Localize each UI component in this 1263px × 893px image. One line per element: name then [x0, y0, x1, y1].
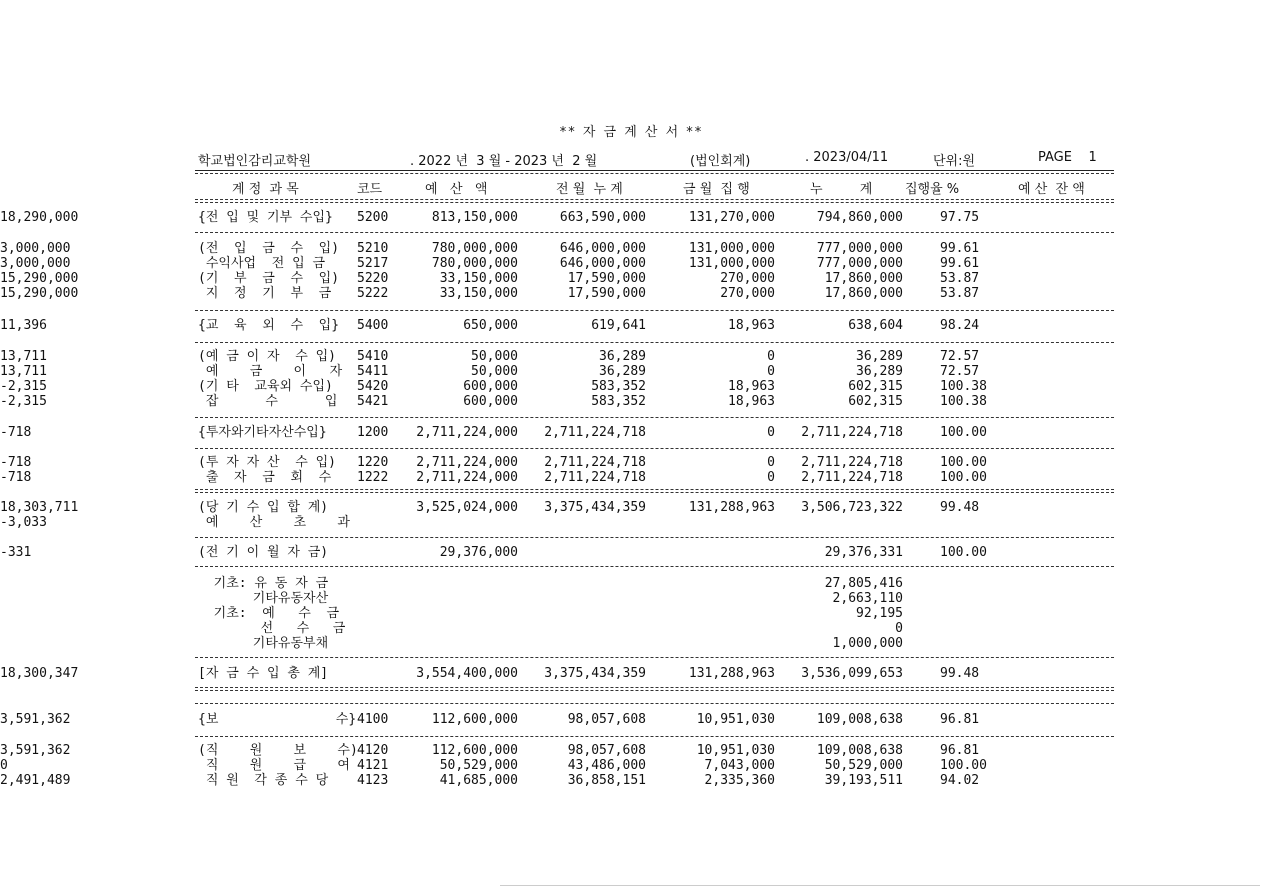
table-row [0, 515, 1263, 530]
cell-balance: 3,000,000 [0, 241, 71, 256]
cell-code: 1220 [357, 455, 389, 470]
cell-rate: 99.61 [940, 256, 980, 271]
cell-balance: 2,491,489 [0, 773, 71, 788]
cell-name: (전 입 금 수 입) [198, 241, 340, 256]
table-row [0, 364, 1263, 379]
table-row [0, 576, 1263, 591]
cell-cum: 36,289 [856, 364, 903, 379]
page-number: PAGE 1 [1038, 150, 1097, 165]
table-row [0, 545, 1263, 560]
cell-rate: 99.61 [940, 241, 980, 256]
col-month: 금 월 집 행 [683, 182, 750, 197]
cell-month: 131,288,963 [688, 666, 775, 681]
cell-prev: 36,858,151 [567, 773, 646, 788]
cell-name: 잡 수 입 [198, 394, 338, 409]
cell-balance: 3,591,362 [0, 743, 71, 758]
table-row [0, 349, 1263, 364]
cell-cum: 602,315 [848, 394, 903, 409]
cell-rate: 53.87 [940, 271, 980, 286]
cell-month: 0 [767, 455, 775, 470]
cell-rate: 94.02 [940, 773, 980, 788]
rule [195, 310, 1114, 311]
table-row [0, 241, 1263, 256]
scan-edge [500, 885, 1260, 886]
col-cum: 누 계 [810, 182, 873, 197]
cell-month: 131,000,000 [688, 241, 775, 256]
cell-name: 수익사업 전 입 금 [198, 256, 326, 271]
cell-cum: 92,195 [856, 606, 903, 621]
table-row [0, 470, 1263, 485]
table-row [0, 743, 1263, 758]
rule [195, 703, 1114, 704]
table-row [0, 318, 1263, 333]
table-row [0, 591, 1263, 606]
cell-cum: 27,805,416 [824, 576, 903, 591]
cell-cum: 0 [895, 621, 903, 636]
cell-rate: 98.24 [940, 318, 980, 333]
cell-name: 기초: 예 수 금 [198, 606, 340, 621]
cell-name: 기타유동자산 [198, 591, 329, 606]
cell-budget: 3,525,024,000 [416, 500, 518, 515]
cell-budget: 50,000 [471, 364, 518, 379]
cell-budget: 33,150,000 [439, 271, 518, 286]
cell-code: 5220 [357, 271, 389, 286]
rule [195, 736, 1114, 737]
col-balance: 예 산 잔 액 [1018, 182, 1085, 197]
rule [195, 690, 1114, 691]
cell-code: 5217 [357, 256, 389, 271]
cell-name: (당 기 수 입 합 계) [198, 500, 329, 515]
cell-rate: 100.00 [940, 758, 987, 773]
cell-name: (직 원 보 수) [198, 743, 358, 758]
cell-cum: 602,315 [848, 379, 903, 394]
cell-prev: 36,289 [599, 364, 646, 379]
col-rate: 집행율 % [905, 182, 960, 197]
cell-rate: 96.81 [940, 743, 980, 758]
cell-name: (전 기 이 월 자 금) [198, 545, 329, 560]
cell-balance: -718 [0, 425, 32, 440]
col-prev: 전 월 누 계 [556, 182, 623, 197]
cell-name: (예 금 이 자 수 입) [198, 349, 336, 364]
table-row [0, 271, 1263, 286]
cell-name: {전 입 및 기부 수입} [198, 210, 333, 225]
cell-name: 출 자 금 회 수 [198, 470, 332, 485]
cell-month: 0 [767, 364, 775, 379]
cell-name: (투 자 자 산 수 입) [198, 455, 336, 470]
cell-cum: 777,000,000 [816, 241, 903, 256]
cell-budget: 33,150,000 [439, 286, 518, 301]
cell-code: 5200 [357, 210, 389, 225]
cell-name: (기 타 교육외 수입) [198, 379, 333, 394]
cell-name: 직 원 급 여 [198, 758, 350, 773]
cell-balance: 3,591,362 [0, 712, 71, 727]
cell-balance: 15,290,000 [0, 271, 79, 286]
cell-budget: 780,000,000 [431, 241, 518, 256]
rule [195, 202, 1114, 203]
cell-name: {보 수} [198, 712, 357, 727]
cell-month: 0 [767, 349, 775, 364]
cell-cum: 109,008,638 [816, 712, 903, 727]
cell-rate: 72.57 [940, 349, 980, 364]
unit-label: 단위:원 [933, 154, 976, 169]
cell-code: 5410 [357, 349, 389, 364]
cell-balance: -718 [0, 470, 32, 485]
cell-rate: 100.00 [940, 425, 987, 440]
cell-code: 4120 [357, 743, 389, 758]
cell-balance: -3,033 [0, 515, 47, 530]
table-row [0, 621, 1263, 636]
cell-prev: 98,057,608 [567, 743, 646, 758]
cell-budget: 600,000 [463, 394, 518, 409]
cell-code: 4121 [357, 758, 389, 773]
cell-budget: 112,600,000 [431, 743, 518, 758]
cell-prev: 663,590,000 [559, 210, 646, 225]
cell-prev: 17,590,000 [567, 286, 646, 301]
rule [195, 170, 1114, 171]
cell-code: 5210 [357, 241, 389, 256]
cell-cum: 36,289 [856, 349, 903, 364]
cell-cum: 3,506,723,322 [801, 500, 903, 515]
cell-rate: 100.38 [940, 379, 987, 394]
cell-budget: 2,711,224,000 [416, 425, 518, 440]
table-row [0, 773, 1263, 788]
table-row [0, 666, 1263, 681]
cell-rate: 99.48 [940, 666, 980, 681]
cell-budget: 2,711,224,000 [416, 470, 518, 485]
cell-rate: 53.87 [940, 286, 980, 301]
cell-balance: -718 [0, 455, 32, 470]
rule [195, 417, 1114, 418]
cell-name: 예 산 초 과 [198, 515, 350, 530]
cell-prev: 646,000,000 [559, 256, 646, 271]
rule [195, 566, 1114, 567]
table-row [0, 758, 1263, 773]
cell-balance: 18,303,711 [0, 500, 79, 515]
document-title: ** 자 금 계 산 서 ** [559, 125, 704, 140]
cell-prev: 646,000,000 [559, 241, 646, 256]
rule [195, 492, 1114, 493]
cell-month: 7,043,000 [704, 758, 775, 773]
cell-prev: 2,711,224,718 [544, 470, 646, 485]
cell-balance: 11,396 [0, 318, 47, 333]
table-row [0, 455, 1263, 470]
cell-cum: 2,711,224,718 [801, 455, 903, 470]
cell-budget: 112,600,000 [431, 712, 518, 727]
table-row [0, 379, 1263, 394]
cell-budget: 50,529,000 [439, 758, 518, 773]
cell-code: 5420 [357, 379, 389, 394]
cell-budget: 41,685,000 [439, 773, 518, 788]
cell-name: 예 금 이 자 [198, 364, 343, 379]
cell-balance: 13,711 [0, 349, 47, 364]
cell-cum: 2,663,110 [832, 591, 903, 606]
rule [195, 173, 1114, 174]
cell-name: 선 수 금 [198, 621, 346, 636]
cell-cum: 39,193,511 [824, 773, 903, 788]
cell-balance: -2,315 [0, 379, 47, 394]
table-row [0, 425, 1263, 440]
cell-budget: 2,711,224,000 [416, 455, 518, 470]
cell-rate: 100.00 [940, 470, 987, 485]
cell-code: 1222 [357, 470, 389, 485]
table-row [0, 712, 1263, 727]
cell-prev: 43,486,000 [567, 758, 646, 773]
cell-balance: 18,300,347 [0, 666, 79, 681]
cell-cum: 1,000,000 [832, 636, 903, 651]
cell-cum: 17,860,000 [824, 271, 903, 286]
cell-cum: 109,008,638 [816, 743, 903, 758]
cell-balance: 3,000,000 [0, 256, 71, 271]
rule [195, 537, 1114, 538]
table-row [0, 394, 1263, 409]
col-budget: 예 산 액 [425, 182, 488, 197]
cell-balance: 18,290,000 [0, 210, 79, 225]
report-date: . 2023/04/11 [805, 150, 889, 165]
cell-name: 직 원 각 종 수 당 [198, 773, 329, 788]
cell-name: [자 금 수 입 총 계] [198, 666, 329, 681]
cell-name: (기 부 금 수 입) [198, 271, 340, 286]
rule [195, 342, 1114, 343]
cell-code: 5222 [357, 286, 389, 301]
cell-code: 4123 [357, 773, 389, 788]
cell-prev: 583,352 [591, 379, 646, 394]
col-code: 코드 [357, 182, 383, 197]
cell-rate: 99.48 [940, 500, 980, 515]
cell-code: 5421 [357, 394, 389, 409]
accounting-type: (법인회계) [690, 154, 751, 169]
cell-month: 10,951,030 [696, 712, 775, 727]
cell-prev: 3,375,434,359 [544, 500, 646, 515]
cell-month: 18,963 [728, 394, 775, 409]
cell-budget: 780,000,000 [431, 256, 518, 271]
cell-budget: 600,000 [463, 379, 518, 394]
cell-prev: 98,057,608 [567, 712, 646, 727]
cell-name: 지 정 기 부 금 [198, 286, 332, 301]
rule [195, 657, 1114, 658]
cell-prev: 17,590,000 [567, 271, 646, 286]
cell-balance: -331 [0, 545, 32, 560]
cell-month: 0 [767, 425, 775, 440]
cell-month: 131,288,963 [688, 500, 775, 515]
cell-rate: 100.00 [940, 545, 987, 560]
cell-cum: 3,536,099,653 [801, 666, 903, 681]
table-row [0, 210, 1263, 225]
rule [195, 687, 1114, 688]
cell-month: 18,963 [728, 318, 775, 333]
cell-code: 5400 [357, 318, 389, 333]
cell-month: 270,000 [720, 286, 775, 301]
cell-name: 기초: 유 동 자 금 [198, 576, 329, 591]
table-row [0, 256, 1263, 271]
cell-cum: 2,711,224,718 [801, 425, 903, 440]
cell-code: 4100 [357, 712, 389, 727]
cell-rate: 97.75 [940, 210, 980, 225]
table-row [0, 286, 1263, 301]
cell-balance: 13,711 [0, 364, 47, 379]
cell-budget: 650,000 [463, 318, 518, 333]
org-name: 학교법인감리교학원 [198, 154, 312, 169]
cell-budget: 50,000 [471, 349, 518, 364]
cell-month: 18,963 [728, 379, 775, 394]
cell-rate: 72.57 [940, 364, 980, 379]
cell-month: 10,951,030 [696, 743, 775, 758]
rule [195, 232, 1114, 233]
cell-prev: 2,711,224,718 [544, 455, 646, 470]
cell-cum: 794,860,000 [816, 210, 903, 225]
cell-month: 270,000 [720, 271, 775, 286]
cell-name: {교 육 외 수 입} [198, 318, 340, 333]
cell-budget: 29,376,000 [439, 545, 518, 560]
cell-month: 0 [767, 470, 775, 485]
rule [195, 489, 1114, 490]
cell-code: 1200 [357, 425, 389, 440]
cell-cum: 29,376,331 [824, 545, 903, 560]
cell-name: 기타유동부채 [198, 636, 329, 651]
cell-balance: 15,290,000 [0, 286, 79, 301]
cell-month: 2,335,360 [704, 773, 775, 788]
cell-rate: 100.38 [940, 394, 987, 409]
cell-cum: 638,604 [848, 318, 903, 333]
cell-prev: 583,352 [591, 394, 646, 409]
table-row [0, 606, 1263, 621]
period: . 2022 년 3 월 - 2023 년 2 월 [410, 154, 598, 169]
table-row [0, 636, 1263, 651]
table-row [0, 500, 1263, 515]
cell-month: 131,270,000 [688, 210, 775, 225]
rule [195, 199, 1114, 200]
cell-prev: 619,641 [591, 318, 646, 333]
cell-budget: 3,554,400,000 [416, 666, 518, 681]
cell-budget: 813,150,000 [431, 210, 518, 225]
cell-cum: 2,711,224,718 [801, 470, 903, 485]
cell-prev: 2,711,224,718 [544, 425, 646, 440]
cell-name: {투자와기타자산수입} [198, 425, 327, 440]
cell-prev: 3,375,434,359 [544, 666, 646, 681]
cell-prev: 36,289 [599, 349, 646, 364]
cell-rate: 96.81 [940, 712, 980, 727]
cell-cum: 17,860,000 [824, 286, 903, 301]
rule [195, 448, 1114, 449]
cell-rate: 100.00 [940, 455, 987, 470]
cell-cum: 777,000,000 [816, 256, 903, 271]
cell-month: 131,000,000 [688, 256, 775, 271]
cell-balance: -2,315 [0, 394, 47, 409]
cell-balance: 0 [0, 758, 8, 773]
cell-cum: 50,529,000 [824, 758, 903, 773]
col-account: 계 정 과 목 [232, 182, 299, 197]
cell-code: 5411 [357, 364, 389, 379]
